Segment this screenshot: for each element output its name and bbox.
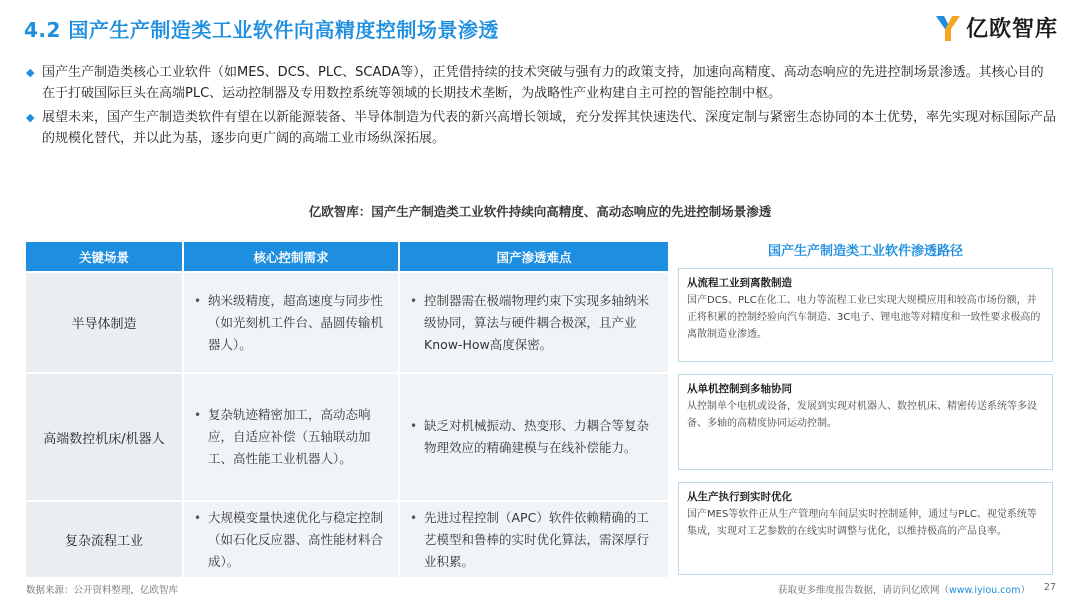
data-source: 数据来源：公开资料整理，亿欧智库 [26, 585, 179, 596]
dot-bullet-icon: • [194, 510, 202, 525]
panel-title: 国产生产制造类工业软件渗透路径 [767, 244, 963, 259]
table-header [26, 242, 668, 271]
diamond-bullet-icon: ◆ [26, 111, 35, 124]
need-text: 复杂轨迹精密加工，高动态响应，自适应补偿（五轴联动加工、高性能工业机器人）。 [208, 407, 371, 466]
difficulty-text: 缺乏对机械振动、热变形、力耦合等复杂物理效应的精确建模与在线补偿能力。 [424, 418, 650, 455]
path-panel [678, 240, 1053, 575]
card-body: 国产DCS、PLC在化工、电力等流程工业已实现大规模应用和较高市场份额，并正将积累的控制经验向汽车制造、3C电子、锂电池等对精度和一致性要求极高的离散制造业渗透。 [687, 295, 1041, 340]
path-card [678, 268, 1053, 362]
need-text: 纳米级精度，超高速度与同步性（如光刻机工件台、晶圆传输机器人）。 [208, 292, 384, 352]
footer-more-info [778, 582, 1030, 596]
card-body: 从控制单个电机或设备，发展到实现对机器人、数控机床、精密传送系统等多设备、多轴的高精度协同运动控制。 [687, 401, 1037, 429]
scene-cell: 复杂流程工业 [26, 502, 184, 577]
logo-mark-icon [934, 13, 962, 43]
dot-bullet-icon: • [194, 293, 202, 308]
path-card [678, 482, 1053, 575]
need-cell [184, 502, 400, 577]
difficulty-text: 先进过程控制（APC）软件依赖精确的工艺模型和鲁棒的实时优化算法，需深厚行业积累。 [424, 509, 650, 569]
table-row [26, 271, 668, 372]
need-cell [184, 374, 400, 500]
footer-text: 获取更多维度报告数据，请访问亿欧网（ [777, 585, 949, 596]
logo [934, 12, 1058, 43]
dot-bullet-icon: • [410, 419, 418, 433]
header-need: 核心控制需求 [184, 242, 400, 271]
table-row [26, 500, 668, 577]
path-card [678, 374, 1053, 470]
difficulty-cell [400, 273, 668, 372]
website-link[interactable]: www.iyiou.com [948, 585, 1021, 596]
bullet-text: 展望未来，国产生产制造类软件有望在以新能源装备、半导体制造为代表的新兴高增长领域，充分发挥其快速迭代、深度定制与紧密生态协同的本土优势，率先实现对标国际产品的规模化替代，并以此为基，逐步向更广阔的高端工业市场纵深拓展。 [42, 110, 1057, 146]
dot-bullet-icon: • [194, 408, 202, 422]
scenario-table [26, 242, 668, 577]
difficulty-cell [400, 374, 668, 500]
footer-text-end: ） [1020, 585, 1030, 596]
card-body: 国产MES等软件正从生产管理向车间层实时控制延伸，通过与PLC、视觉系统等集成，实现对工艺参数的在线实时调整与优化，以维持极高的产品良率。 [687, 509, 1037, 537]
scene-cell: 高端数控机床/机器人 [26, 374, 184, 500]
need-text: 大规模变量快速优化与稳定控制（如石化反应器、高性能材料合成）。 [208, 509, 384, 569]
page-title: 4.2 国产生产制造类工业软件向高精度控制场景渗透 [24, 18, 499, 42]
figure-caption: 亿欧智库：国产生产制造类工业软件持续向高精度、高动态响应的先进控制场景渗透 [308, 204, 772, 219]
dot-bullet-icon: • [410, 293, 418, 308]
page-number: 27 [1043, 582, 1056, 593]
difficulty-cell [400, 502, 668, 577]
card-heading: 从流程工业到离散制造 [687, 277, 792, 289]
intro-bullets [26, 63, 1056, 153]
scene-cell: 半导体制造 [26, 273, 184, 372]
difficulty-text: 控制器需在极端物理约束下实现多轴纳米级协同，算法与硬件耦合极深，且产业Know-How高度保密。 [424, 292, 650, 352]
bullet-item [26, 108, 1056, 149]
diamond-bullet-icon: ◆ [26, 66, 35, 79]
table-row [26, 372, 668, 500]
bullet-text: 国产生产制造类核心工业软件（如MES、DCS、PLC、SCADA等），正凭借持续的技术突破与强有力的政策支持，加速向高精度、高动态响应的先进控制场景渗透。其核心目的在于打破国际巨头在高端PLC、运动控制器及专用数控系统等领域的长期技术垄断，为战略性产业构建自主可控的智能控制中枢。 [42, 65, 1044, 101]
header-difficulty: 国产渗透难点 [400, 242, 668, 271]
card-heading: 从单机控制到多轴协同 [687, 383, 792, 395]
dot-bullet-icon: • [410, 510, 418, 525]
card-heading: 从生产执行到实时优化 [687, 491, 792, 503]
logo-text: 亿欧智库 [965, 17, 1058, 42]
need-cell [184, 273, 400, 372]
header-scene: 关键场景 [26, 242, 184, 271]
bullet-item [26, 63, 1056, 104]
